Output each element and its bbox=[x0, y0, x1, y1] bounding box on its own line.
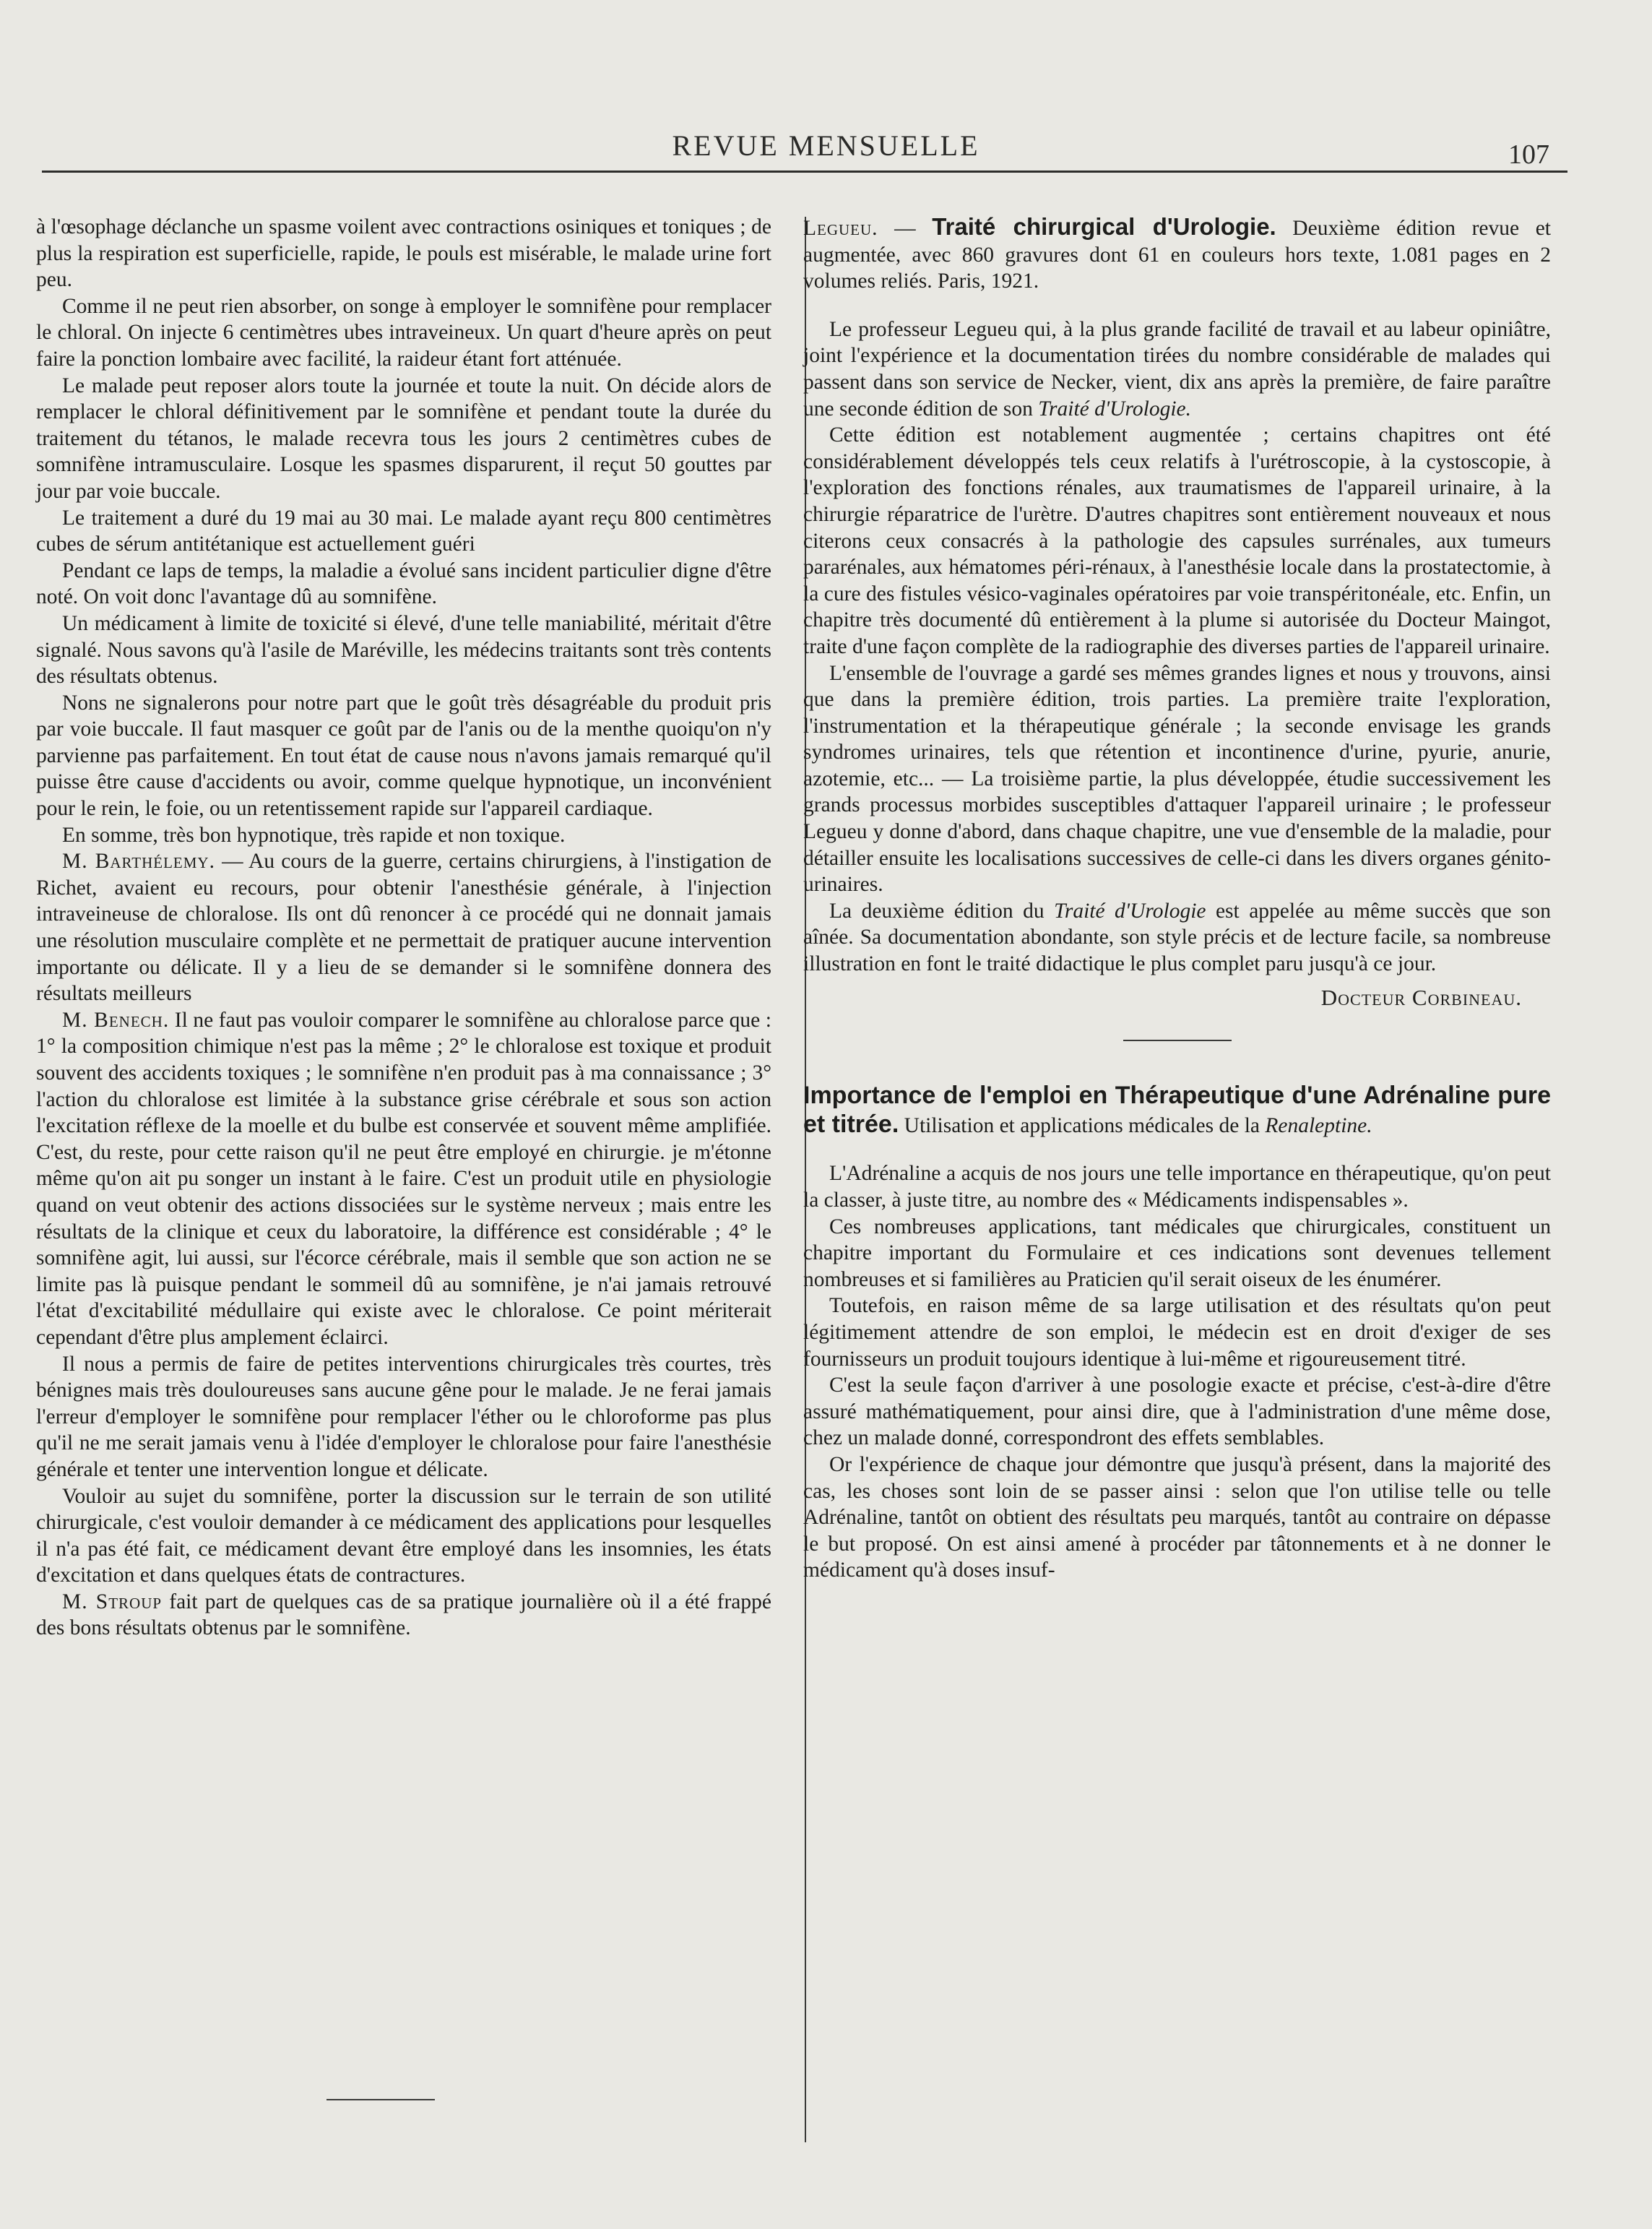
speaker-paragraph bbox=[36, 1589, 771, 1642]
review-header bbox=[803, 214, 1551, 295]
paragraph: à l'œsophage déclanche un spasme voilent avec contractions osiniques et toniques ; de plus la respiration est superficielle, rapide, le pouls est misérable, le malade urine fort peu. bbox=[36, 215, 771, 292]
article-paragraph: Toutefois, en raison même de sa large utilisation et des résultats qu'on peut légitimement attendre de son emploi, le médecin est en droit d'exiger de ses fournisseurs un produit toujours identique à lui-même et rigoureusement titré. bbox=[803, 1294, 1551, 1371]
article-subtitle: Utilisation et applications médicales de la bbox=[904, 1113, 1260, 1137]
article-title: Importance de l'emploi en Thérapeutique d'une Adrénaline pure et titrée. bbox=[803, 1082, 1551, 1138]
paragraph: Il nous a permis de faire de petites interventions chirurgicales très courtes, très bénignes mais très douloureuses sans aucune gêne pour le malade. Je ne ferai jamais l'erreur d'employer le somnifène pour remplacer l'éther ou le chloroforme pas plus qu'il ne me serait jamais venu à l'idée d'employer le chloralose pour faire l'anesthésie générale et tenter une intervention longue et délicate. bbox=[36, 1352, 771, 1481]
paragraph: Vouloir au sujet du somnifène, porter la discussion sur le terrain de son utilité chirurgicale, c'est vouloir demander à ce médicament des applications pour lesquelles il n'a pas été fait, ce médicament devant être employé dans les insomnies, les états d'excitation et dans quelques états de contractures. bbox=[36, 1484, 771, 1587]
book-title: Traité chirurgical d'Urologie. bbox=[932, 213, 1276, 240]
review-author: Legueu. bbox=[803, 217, 878, 240]
paragraph: Nons ne signalerons pour notre part que le goût très désagréable du produit pris par voie buccale. Il faut masquer ce goût par de l'anis ou de la menthe quoiqu'on n'y parvienne pas parfaitement. En tout état de cause nous n'avons jamais remarqué qu'il puisse être cause d'accidents ou avoir, comme quelque hypnotique, un inconvénient pour le rein, le foie, ou un retentissement rapide sur l'appareil cardiaque. bbox=[36, 691, 771, 821]
review-text: La deuxième édition du bbox=[829, 899, 1045, 923]
article-paragraph: Or l'expérience de chaque jour démontre que jusqu'à présent, dans la majorité des cas, les choses sont loin de se passer ainsi : selon que l'on utilise telle ou telle Adrénaline, tantôt on obtient des résultats peu marqués, tantôt au contraire on dépasse le but proposé. On est ainsi amené à procéder par tâtonnements et à ne donner le médicament qu'à doses insuf- bbox=[803, 1452, 1551, 1582]
paragraph: Un médicament à limite de toxicité si élevé, d'une telle maniabilité, méritait d'être signalé. Nous savons qu'à l'asile de Maréville, les médecins traitants sont très contents des résultats obtenus. bbox=[36, 611, 771, 689]
paragraph: Le malade peut reposer alors toute la journée et toute la nuit. On décide alors de remplacer le chloral définitivement par le somnifène et pendant toute la durée du traitement du tétanos, le malade recevra tous les jours 2 centimètres cubes de somnifène intramusculaire. Losque les spasmes disparurent, il reçut 50 gouttes par jour par voie buccale. bbox=[36, 374, 771, 503]
review-text: est appelée au même succès que son aînée. Sa documentation abondante, son style précis et de lecture facile, sa nombreuse illustration en font le traité didactique le plus complet paru jusqu'à ce jour. bbox=[803, 899, 1552, 976]
paragraph: Le traitement a duré du 19 mai au 30 mai. Le malade ayant reçu 800 centimètres cubes de sérum antitétanique est actuellement guéri bbox=[36, 506, 771, 556]
speaker-name: M. Benech. bbox=[62, 1008, 170, 1032]
signature-text: Docteur Corbineau. bbox=[1320, 984, 1522, 1010]
product-name: Renaleptine. bbox=[1265, 1113, 1372, 1137]
review-text: Le professeur Legueu qui, à la plus grande facilité de travail et au labeur opiniâtre, joint l'expérience et la documentation tirées du nombre considérable de malades qui passent dans son service de Necker, vient, dix ans après la première, de faire paraître une seconde édition de son bbox=[803, 317, 1551, 421]
book-title-italic: Traité d'Urologie bbox=[1054, 899, 1206, 923]
header-rule bbox=[42, 171, 1567, 173]
article-paragraph: C'est la seule façon d'arriver à une posologie exacte et précise, c'est-à-dire d'être assuré mathématiquement, pour ainsi dire, que à l'administration d'une même dose, chez un malade donné, correspondront des effets semblables. bbox=[803, 1374, 1551, 1450]
speaker-name: M. Stroup bbox=[62, 1590, 163, 1613]
review-paragraph bbox=[803, 898, 1551, 978]
running-title: REVUE MENSUELLE bbox=[672, 129, 980, 162]
right-column bbox=[803, 214, 1551, 1584]
article-paragraph: L'Adrénaline a acquis de nos jours une telle importance en thérapeutique, qu'on peut la classer, à juste titre, au nombre des « Médicaments indispensables ». bbox=[803, 1162, 1551, 1212]
paragraph: Pendant ce laps de temps, la maladie a évolué sans incident particulier digne d'être noté. On voit donc l'avantage dû au somnifène. bbox=[36, 559, 771, 609]
speaker-paragraph bbox=[36, 1007, 771, 1351]
review-paragraph bbox=[803, 316, 1551, 422]
book-title-italic: Traité d'Urologie. bbox=[1038, 397, 1191, 421]
speaker-text: Il ne faut pas vouloir comparer le somnifène au chloralose parce que : 1° la composition chimique n'est pas la même ; 2° le chloralose est toxique et produit souvent des accidents toxiques ; le somnifène n'en produit pas à ma connaissance ; 3° l'action du chloralose est limitée à la substance grise cérébrale et sous son action l'excitation réflexe de la moelle et du bulbe est conservée et souvent même amplifiée. C'est, du reste, pour cette raison qu'il ne peut être employé en chirurgie. je m'étonne même qu'on ait pu songer un instant à le faire. C'est un produit utile en physiologie quand on veut obtenir des actions dissociées sur le système nerveux ; mais entre les résultats de la clinique et ceux du laboratoire, la différence est considérable ; 4° le somnifène agit, lui aussi, sur l'écorce cérébrale, mais il semble que son action ne se limite pas là puisque pendant le sommeil dû au somnifène, je n'ai jamais retrouvé l'état d'excitabilité médullaire qui existe avec le chloralose. Ce point mériterait cependant d'être plus amplement éclairci. bbox=[36, 1008, 772, 1349]
review-dash: — bbox=[878, 217, 933, 240]
page-number: 107 bbox=[1508, 139, 1549, 170]
review-signature bbox=[803, 985, 1522, 1012]
article-heading bbox=[803, 1082, 1551, 1139]
section-divider bbox=[1123, 1040, 1232, 1041]
speaker-name: M. Barthélemy. bbox=[62, 850, 215, 874]
paragraph: Comme il ne peut rien absorber, on songe à employer le somnifène pour remplacer le chloral. On injecte 6 centimètres ubes intraveineux. Un quart d'heure après on peut faire la ponction lombaire avec facilité, la raideur étant fort atténuée. bbox=[36, 294, 771, 371]
paragraph: En somme, très bon hypnotique, très rapide et non toxique. bbox=[62, 823, 566, 847]
left-column bbox=[36, 214, 771, 1642]
review-paragraph: L'ensemble de l'ouvrage a gardé ses mêmes grandes lignes et nous y trouvons, ainsi que dans la première édition, trois parties. La première traite l'exploration, l'instrumentation et la thérapeutique générale ; la seconde envisage les grands syndromes urinaires, tels que rétention et incontinence d'urine, pyurie, anurie, azotemie, etc... — La troisième partie, la plus développée, étudie successivement les grands processus morbides susceptibles d'attaquer l'appareil urinaire ; le professeur Legueu y donne d'abord, dans chaque chapitre, une vue d'ensemble de la maladie, pour détailler ensuite les localisations successives de celle-ci dans les divers organes génito-urinaires. bbox=[803, 661, 1551, 897]
review-paragraph: Cette édition est notablement augmentée ; certains chapitres ont été considérablement développés tels ceux relatifs à l'urétroscopie, à la cystoscopie, à l'exploration des fonctions rénales, aux traumatismes de l'appareil urinaire, à la chirurgie réparatrice de l'urètre. D'autres chapitres sont entièrement nouveaux et nous citerons ceux consacrés à la pathologie des capsules surrénales, aux tumeurs pararénales, aux hématomes péri-rénaux, à l'anesthésie locale dans la prostatectomie, à la cure des fistules vésico-vaginales opératoires par voie transpéritonéale, etc. Enfin, un chapitre très documenté dû entièrement à la plume si autorisée du Docteur Maingot, traite d'une façon complète de la radiographie des diverses parties de l'appareil urinaire. bbox=[803, 423, 1551, 658]
section-end-rule bbox=[326, 2099, 435, 2100]
speaker-text: — Au cours de la guerre, certains chirurgiens, à l'instigation de Richet, avaient eu recours, pour obtenir l'anesthésie générale, à l'injection intraveineuse de chloralose. Ils ont dû renoncer à ce procédé qui ne donnait jamais une résolution musculaire complète et ne permettait de pratiquer aucune intervention importante ou délicate. Il y a lieu de se demander si le somnifène donnera des résultats meilleurs bbox=[36, 850, 772, 1006]
speaker-paragraph bbox=[36, 848, 771, 1007]
article-paragraph: Ces nombreuses applications, tant médicales que chirurgicales, constituent un chapitre important du Formulaire et ces indications sont devenues tellement nombreuses et si familières au Praticien qu'il serait oiseux de les énumérer. bbox=[803, 1215, 1551, 1291]
book-details: Deuxième édition revue et augmentée, avec 860 gravures dont 61 en couleurs hors texte, 1.081 pages en 2 volumes reliés. Paris, 1921. bbox=[803, 217, 1551, 293]
speaker-text: fait part de quelques cas de sa pratique journalière où il a été frappé des bons résultats obtenus par le somnifène. bbox=[36, 1590, 771, 1640]
